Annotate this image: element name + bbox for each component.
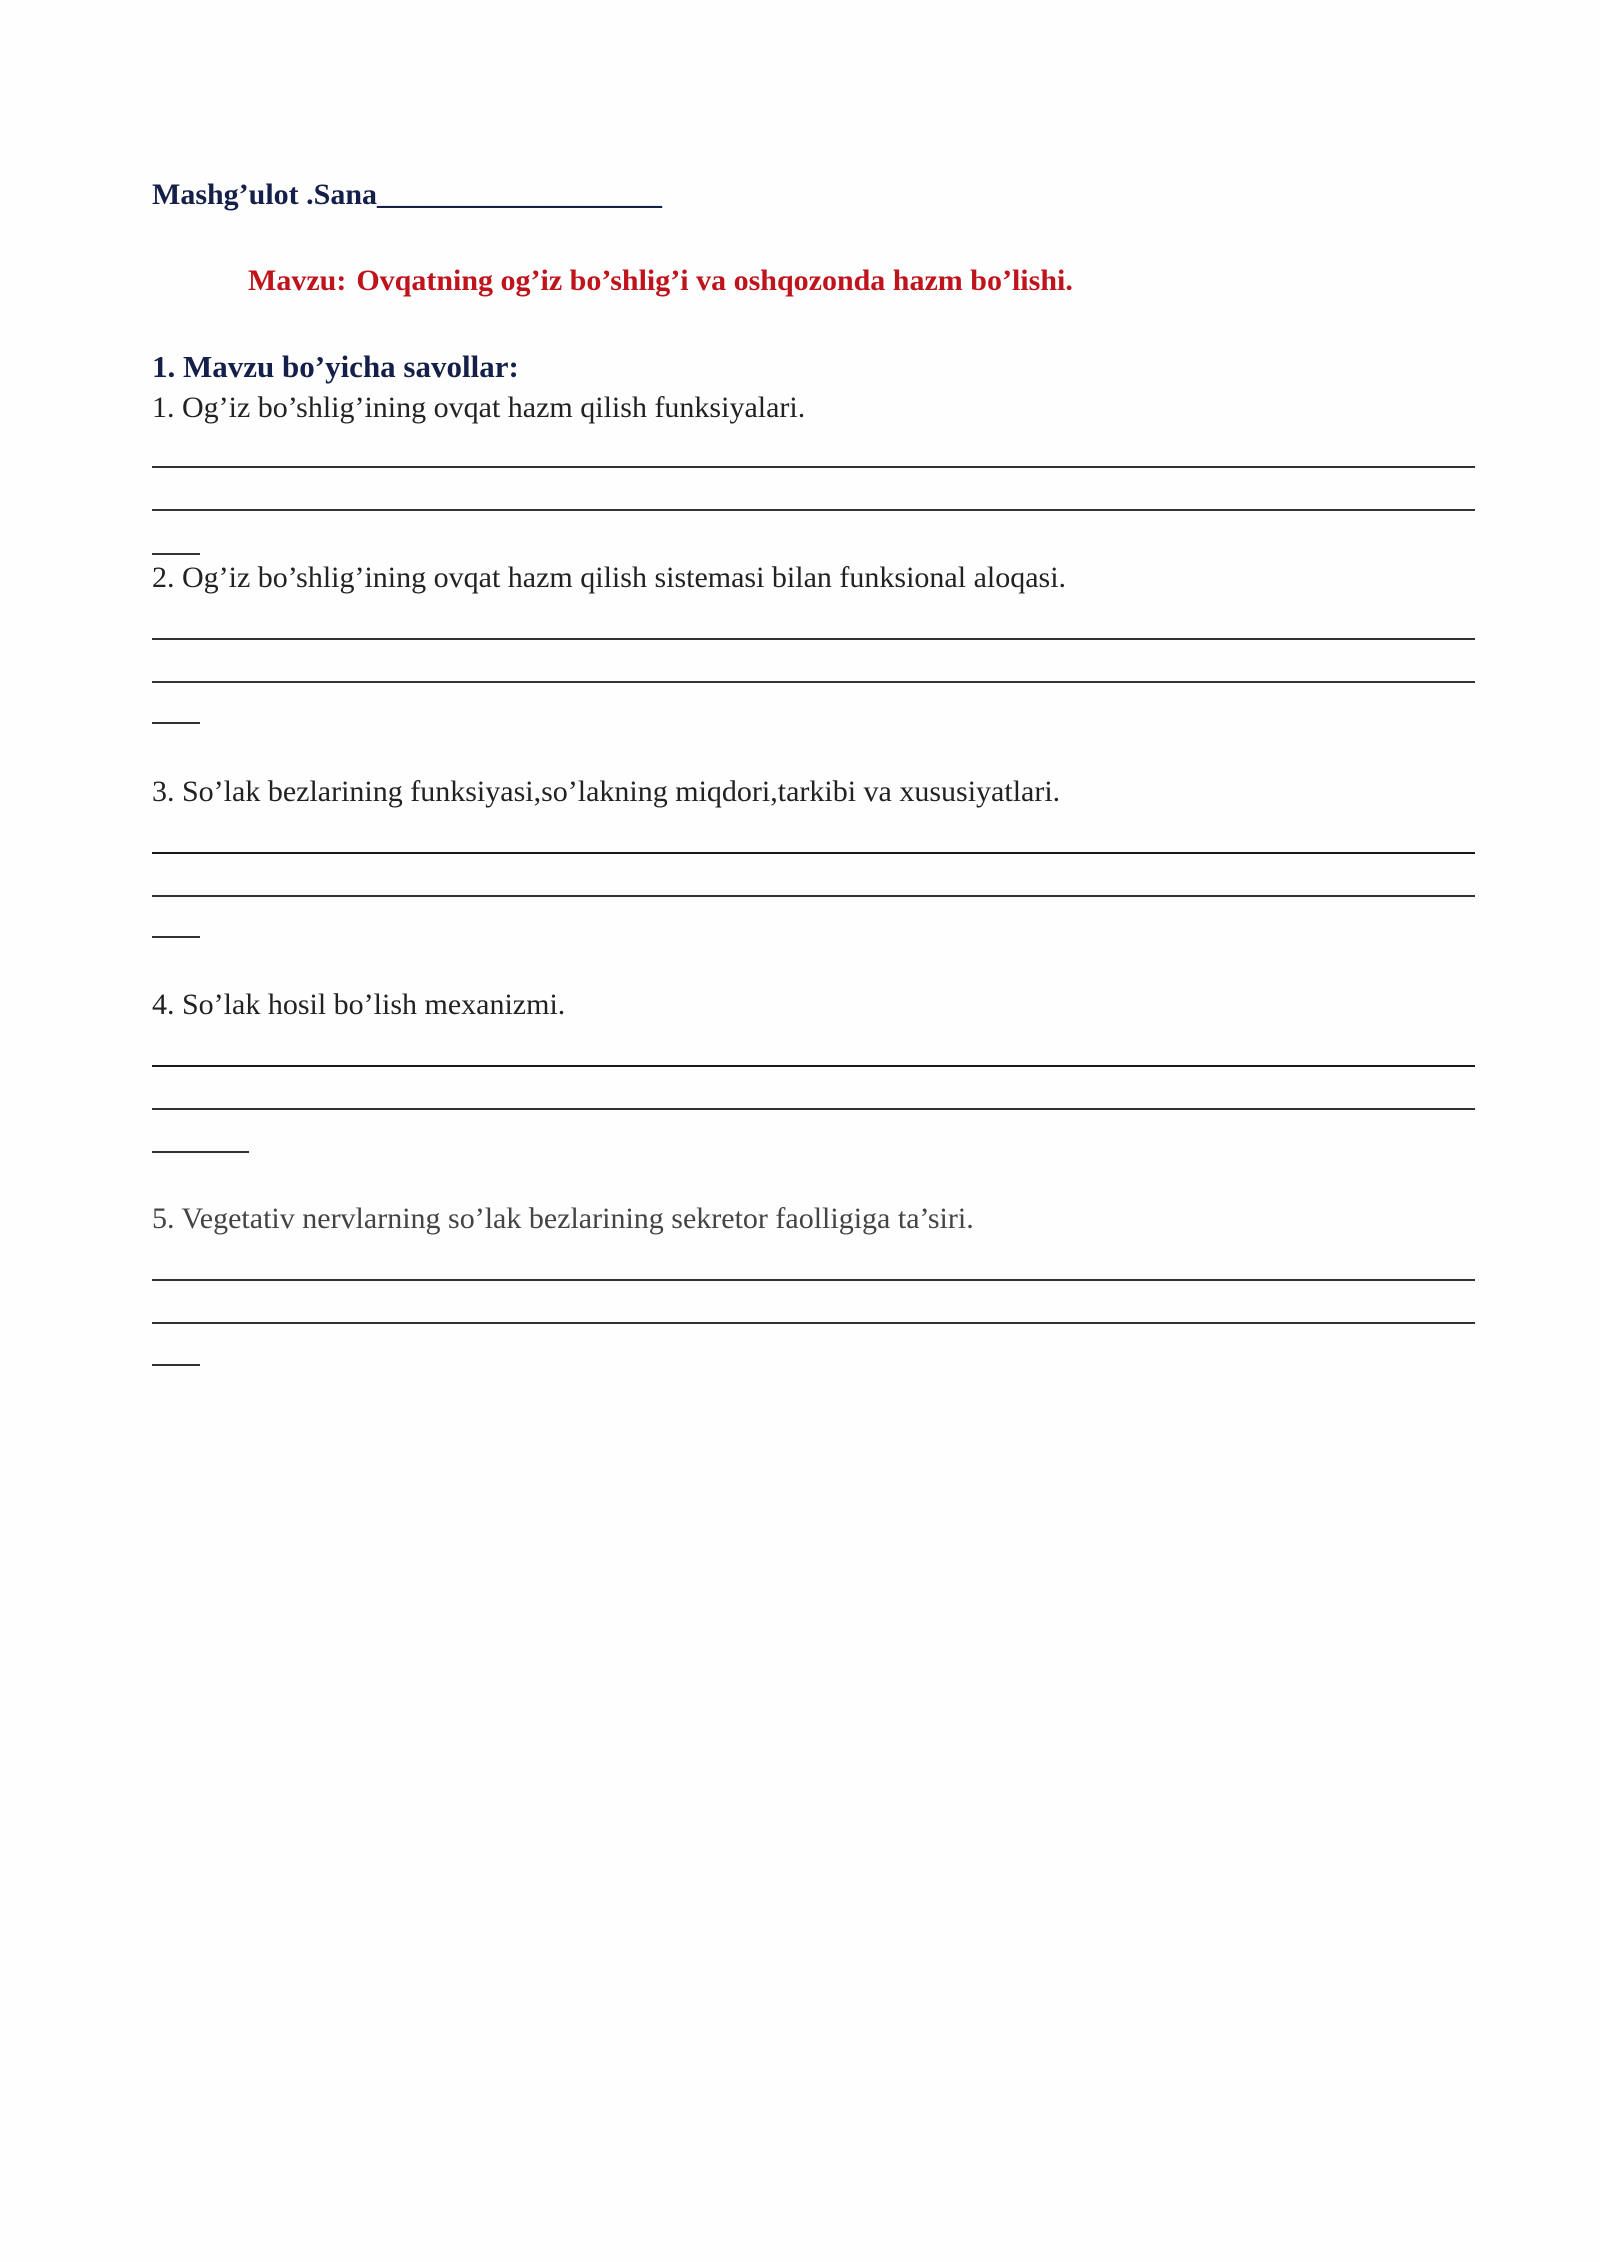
- question-1: 1. Og’iz bo’shlig’ining ovqat hazm qilish funksiyalari.: [152, 391, 806, 424]
- question-4: 4. So’lak hosil bo’lish mexanizmi.: [152, 988, 566, 1021]
- topic-line: [248, 264, 1073, 298]
- answer-line[interactable]: [152, 1108, 1475, 1110]
- answer-line[interactable]: [152, 509, 1475, 511]
- answer-line-end[interactable]: [152, 722, 200, 724]
- answer-line-end[interactable]: [152, 936, 200, 938]
- answer-line[interactable]: [152, 638, 1475, 640]
- question-2: 2. Og’iz bo’shlig’ining ovqat hazm qilish sistemasi bilan funksional aloqasi.: [152, 561, 1067, 594]
- topic-title: Ovqatning og’iz bo’shlig’i va oshqozonda hazm bo’lishi.: [356, 264, 1073, 297]
- answer-line[interactable]: [152, 1322, 1475, 1324]
- answer-line[interactable]: [152, 466, 1475, 468]
- session-date-header: [152, 178, 662, 212]
- answer-line[interactable]: [152, 1279, 1475, 1281]
- questions-heading: 1. Mavzu bo’yicha savollar:: [152, 349, 519, 384]
- answer-line-end[interactable]: [152, 1364, 200, 1366]
- date-blank[interactable]: ___________________: [377, 178, 663, 211]
- answer-line[interactable]: [152, 895, 1475, 897]
- session-date-label: Mashg’ulot .Sana: [152, 178, 378, 211]
- question-5: 5. Vegetativ nervlarning so’lak bezlarining sekretor faolligiga ta’siri.: [152, 1202, 974, 1235]
- question-3: 3. So’lak bezlarining funksiyasi,so’lakning miqdori,tarkibi va xususiyatlari.: [152, 775, 1061, 808]
- answer-line-end[interactable]: [152, 553, 200, 555]
- answer-line[interactable]: [152, 1065, 1475, 1067]
- answer-line[interactable]: [152, 852, 1475, 854]
- topic-prefix: Mavzu:: [248, 264, 347, 297]
- answer-line-end[interactable]: [152, 1151, 249, 1153]
- answer-line[interactable]: [152, 681, 1475, 683]
